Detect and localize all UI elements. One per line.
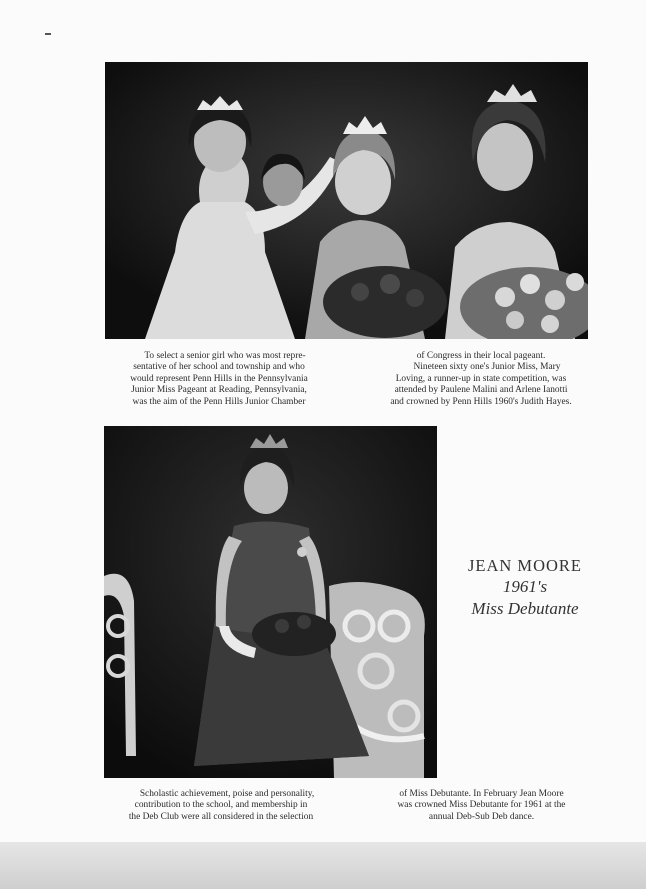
caption-bottom-left bbox=[106, 789, 336, 823]
caption-line: would represent Penn Hills in the Pennsylvania bbox=[130, 373, 308, 384]
honoree-name: JEAN MOORE bbox=[467, 556, 583, 575]
caption-line: Loving, a runner-up in state competition, was bbox=[395, 373, 567, 384]
caption-top-right bbox=[366, 351, 596, 408]
caption-line: annual Deb-Sub Deb dance. bbox=[428, 811, 535, 822]
caption-line: contribution to the school, and membership in bbox=[134, 800, 308, 811]
caption-line: was crowned Miss Debutante for 1961 at the bbox=[397, 800, 566, 811]
caption-line: Scholastic achievement, poise and personality, bbox=[139, 789, 315, 799]
honoree-year: 1961's bbox=[502, 577, 548, 596]
miss-debutante-photo bbox=[104, 426, 437, 778]
caption-line: To select a senior girl who was most repre- bbox=[144, 351, 306, 361]
caption-top-left bbox=[106, 351, 332, 408]
stray-mark bbox=[45, 33, 51, 35]
caption-line: of Miss Debutante. In February Jean Moore bbox=[399, 789, 564, 799]
junior-miss-crowning-photo bbox=[105, 62, 588, 339]
debutante-photo-illustration bbox=[104, 426, 437, 778]
caption-line: of Congress in their local pageant. bbox=[416, 351, 546, 361]
caption-line: Nineteen sixty one's Junior Miss, Mary bbox=[413, 362, 561, 373]
caption-line: Junior Miss Pageant at Reading, Pennsylvania, bbox=[131, 385, 307, 396]
caption-line: the Deb Club were all considered in the selection bbox=[128, 811, 314, 822]
caption-line: attended by Paulene Malini and Arlene Ianotti bbox=[394, 385, 568, 396]
caption-line: sentative of her school and township and who bbox=[133, 362, 305, 373]
scan-bottom-edge bbox=[0, 842, 646, 889]
caption-bottom-right bbox=[367, 789, 596, 823]
caption-line: was the aim of the Penn Hills Junior Chamber bbox=[132, 396, 306, 407]
honoree-title: Miss Debutante bbox=[471, 599, 579, 618]
caption-line: and crowned by Penn Hills 1960's Judith Hayes. bbox=[390, 396, 572, 407]
feature-title bbox=[460, 556, 590, 620]
crowning-photo-illustration bbox=[105, 62, 588, 339]
